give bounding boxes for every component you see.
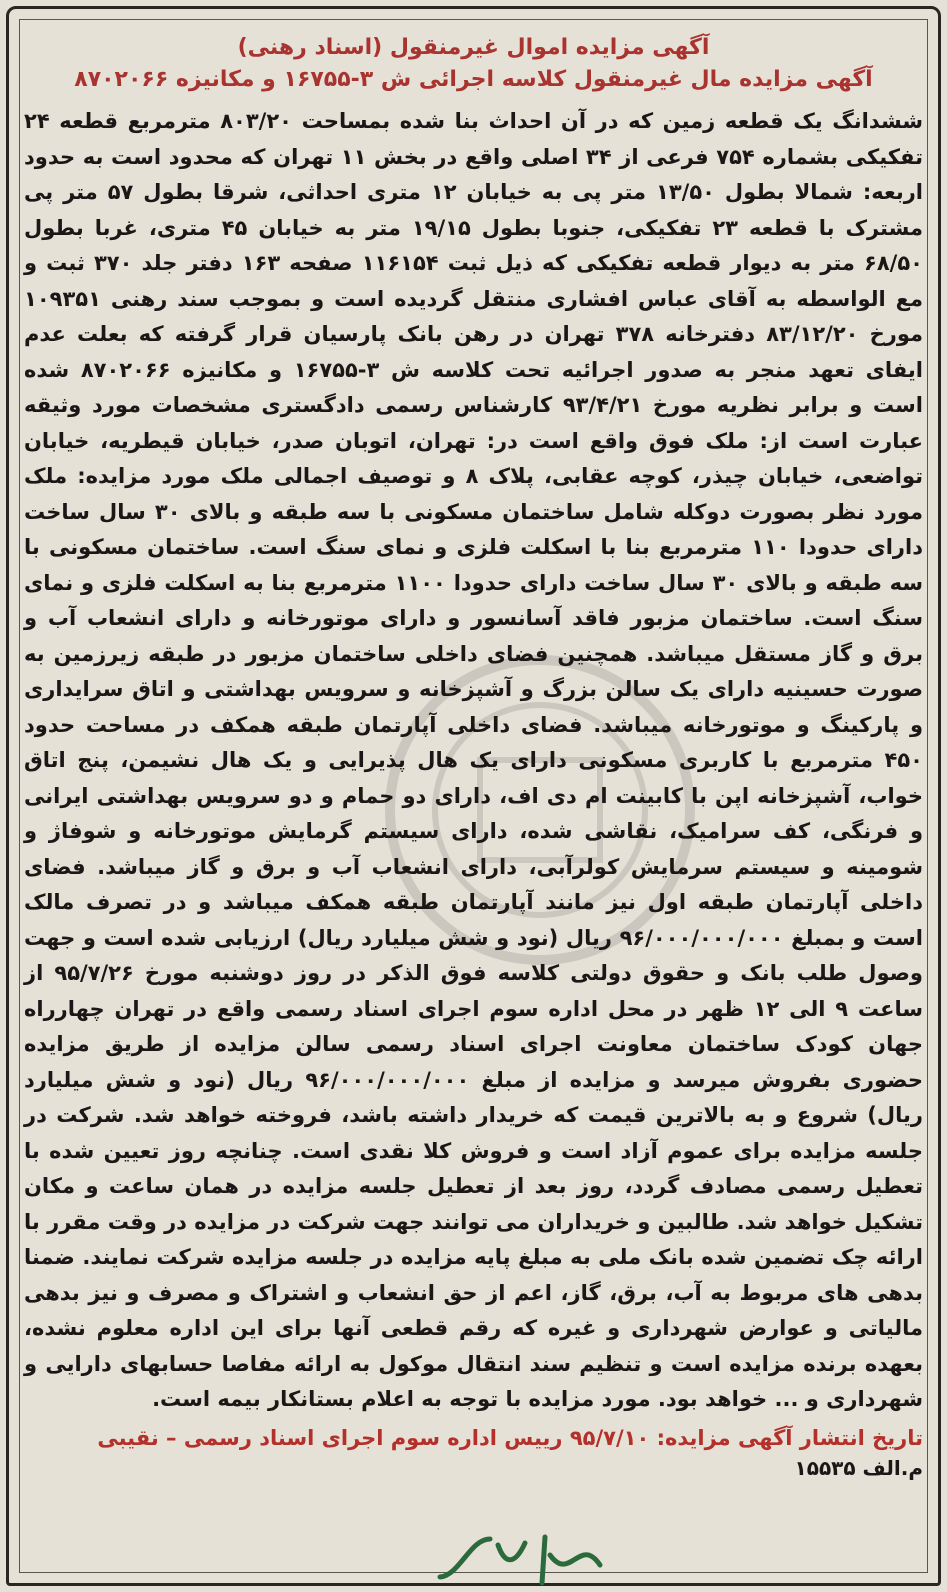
announcement-title: آگهی مزایده اموال غیرمنقول (اسناد رهنی)	[237, 35, 710, 60]
announcement-body: ششدانگ یک قطعه زمین که در آن احداث بنا شده بمساحت ۸۰۳/۲۰ مترمربع قطعه ۲۴ تفکیکی بشماره ۷۵۴ فرعی از ۳۴ اصلی واقع در بخش ۱۱ تهران که محدود است به حدود اربعه: شمالا بطول ۱۳/۵۰ متر پی به خیابان ۱۲ متری احداثی، شرقا بطول ۵۷ متر پی مشترک با قطعه ۲۳ تفکیکی، جنوبا بطول ۱۹/۱۵ متر به خیابان ۴۵ متری، غربا بطول ۶۸/۵۰ متر به دیوار قطعه تفکیکی که ذیل ثبت ۱۱۶۱۵۴ صفحه ۱۶۳ دفتر جلد ۳۷۰ ثبت و مع الواسطه به آقای عباس افشاری منتقل گردیده است و بموجب سند رهنی ۱۰۹۳۵۱ مورخ ۸۳/۱۲/۲۰ دفترخانه ۳۷۸ تهران در رهن بانک پارسیان قرار گرفته که بعلت عدم ایفای تعهد منجر به صدور اجرائیه تحت کلاسه ش ۳-۱۶۷۵۵ و مکانیزه ۸۷۰۲۰۶۶ شده است و برابر نظریه مورخ ۹۳/۴/۲۱ کارشناس رسمی دادگستری مشخصات مورد وثیقه عبارت است از: ملک فوق واقع است در: تهران، اتوبان صدر، خیابان قیطریه، خیابان تواضعی، خیابان چیذر، کوچه عقابی، پلاک ۸ و توصیف اجمالی ملک مورد مزایده: ملک مورد نظر بصورت دوکله شامل ساختمان مسکونی با سه طبقه و بالای ۳۰ سال ساخت دارای حدودا ۱۱۰ مترمربع بنا با اسکلت فلزی و نمای سنگ است. ساختمان مسکونی با سه طبقه و بالای ۳۰ سال ساخت دارای حدودا ۱۱۰۰ مترمربع بنا به اسکلت فلزی و نمای سنگ است. ساختمان مزبور فاقد آسانسور و دارای موتورخانه و دارای انشعاب آب و برق و گاز مستقل میباشد. همچنین فضای داخلی ساختمان مزبور در طبقه زیرزمین به صورت حسینیه دارای یک سالن بزرگ و آشپزخانه و سرویس بهداشتی و اتاق سرایداری و پارکینگ و موتورخانه میباشد. فضای داخلی آپارتمان طبقه همکف در مساحت حدود ۴۵۰ مترمربع با کاربری مسکونی دارای یک هال پذیرایی و یک هال نشیمن، پنج اتاق خواب، آشپزخانه اپن با کابینت ام دی اف، دارای دو حمام و دو سرویس بهداشتی ایرانی و فرنگی، کف سرامیک، نقاشی شده، دارای سیستم گرمایش موتورخانه و شوفاژ و شومینه و سیستم سرمایش کولرآبی، دارای انشعاب آب و برق و گاز میباشد. فضای داخلی آپارتمان طبقه اول نیز مانند آپارتمان طبقه همکف میباشد و در تصرف مالک است و بمبلغ ۹۶/۰۰۰/۰۰۰/۰۰۰ ریال (نود و شش میلیارد ریال) ارزیابی شده است و جهت وصول طلب بانک و حقوق دولتی کلاسه فوق الذکر در روز دوشنبه مورخ ۹۵/۷/۲۶ از ساعت ۹ الی ۱۲ ظهر در محل اداره سوم اجرای اسناد رسمی واقع در تهران چهارراه جهان کودک ساختمان معاونت اجرای اسناد رسمی سالن مزایده از طریق مزایده حضوری بفروش میرسد و مزایده از مبلغ ۹۶/۰۰۰/۰۰۰/۰۰۰ ریال (نود و شش میلیارد ریال) شروع و به بالاترین قیمت که خریدار داشته باشد، فروخته خواهد شد. شرکت در جلسه مزایده برای عموم آزاد است و فروش کلا نقدی است. چنانچه روز تعیین شده با تعطیل رسمی مصادف گردد، روز بعد از تعطیل جلسه مزایده در همان ساعت و مکان تشکیل خواهد شد. طالبین و خریداران می توانند جهت شرکت در مزایده در وقت مقرر با ارائه چک تضمین شده بانک ملی به مبلغ پایه مزایده در جلسه مزایده شرکت نمایند. ضمنا بدهی های مربوط به آب، برق، گاز، اعم از حق انشعاب و اشتراک و مصرف و نیز بدهی مالیاتی و عوارض شهرداری و غیره که رقم قطعی آنها برای این اداره معلوم نشده، بعهده برنده مزایده است و تنظیم سند انتقال موکول به ارائه مفاصا حسابهای دارایی و شهرداری و ... خواهد بود. مورد مزایده با توجه به اعلام بستانکار بیمه است.	[24, 109, 924, 1411]
announcement	[24, 32, 923, 1572]
publication-footer	[24, 1420, 923, 1456]
handwritten-mark-icon	[430, 1525, 610, 1587]
publication-date-label: تاریخ انتشار آگهی مزایده:	[656, 1425, 923, 1450]
announcement-subtitle: آگهی مزایده مال غیرمنقول کلاسه اجرائی ش ۳-۱۶۷۵۵ و مکانیزه ۸۷۰۲۰۶۶	[74, 67, 873, 92]
signer-title: رییس اداره سوم اجرای اسناد رسمی – نقیبی	[97, 1425, 563, 1450]
publication-date: ۹۵/۷/۱۰	[569, 1425, 650, 1450]
reference-code: م.الف ۱۵۵۳۵	[794, 1455, 923, 1480]
